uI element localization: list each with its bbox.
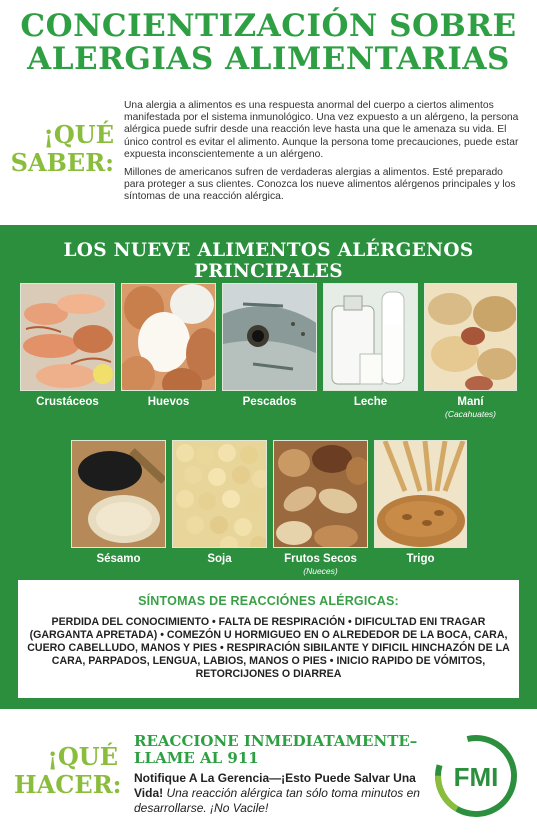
fmi-logo-text: FMI: [453, 762, 499, 792]
react-italic-text: Una reacción alérgica tan sólo toma minutos en desarrollarse. ¡No Vacile!: [134, 786, 420, 815]
allergen-crustaceos: [20, 283, 115, 408]
allergen-label: Sésamo: [96, 553, 141, 565]
que-saber-label: [10, 121, 114, 177]
allergen-frutos-secos: [273, 440, 368, 576]
crustaceans-photo: [20, 283, 115, 391]
allergen-sublabel: (Cacahuates): [444, 409, 497, 419]
allergen-leche: [323, 283, 418, 408]
allergen-label: Leche: [353, 396, 388, 408]
intro-text: [124, 100, 522, 210]
soy-photo: [172, 440, 267, 548]
allergens-heading: LOS NUEVE ALIMENTOS ALÉRGENOS PRINCIPALES: [63, 240, 474, 282]
title-line-2: ALERGIAS ALIMENTARIAS: [27, 41, 510, 77]
que-hacer-label: [14, 742, 122, 799]
que-hacer-line-2: HACER:: [14, 770, 122, 799]
peanuts-photo: [424, 283, 517, 391]
react-bold-text: Notifique A La Gerencia—¡Esto Puede Salvar Una Vida!: [134, 771, 416, 800]
nuts-photo: [273, 440, 368, 548]
allergen-soja: [172, 440, 267, 565]
symptoms-text: PERDIDA DEL CONOCIMIENTO • FALTA DE RESPIRACIÓN • DIFICULTAD ENI TRAGAR (GARGANTA APRETADA) • COMEZÓN U HORMIGUEO EN O ALREDEDOR DE LA BOCA, CARA, CUERO CABELLUDO, MANOS Y PIES • RESPIRACIÓN SIBILANTE Y DIFICIL HINCHAZÓN DE LA CARA, PARPADOS, LENGUA, LABIOS, MANOS O PIES • INICIO RAPIDO DE VÓMITOS, RETORCIJONES O DIARREA: [27, 616, 510, 680]
allergen-label: Maní: [457, 396, 484, 408]
react-body-text: [134, 771, 424, 816]
react-heading-line-1: REACCIONE INMEDIATAMENTE–: [134, 732, 418, 750]
que-saber-line-1: ¡QUÉ: [43, 120, 114, 149]
allergen-label: Soja: [207, 553, 232, 565]
react-heading: [134, 733, 424, 767]
allergen-label: Crustáceos: [36, 396, 99, 408]
allergen-pescados: [222, 283, 317, 408]
intro-paragraph-1: Una alergia a alimentos es una respuesta anormal del cuerpo a ciertos alimentos manifestada por el sistema inmunológico. Una vez expuesto a un alérgeno, la persona alérgica puede sufrir desde una reacción leve hasta una que le amenaza su vida. El único control es evitar el alimento. Aunque la persona tome precauciones, puede estar expuesta inconscientemente a un alérgeno.: [124, 100, 519, 160]
que-hacer-line-1: ¡QUÉ: [47, 742, 118, 771]
title-line-1: CONCIENTIZACIÓN SOBRE: [20, 8, 517, 44]
intro-paragraph-2: Millones de americanos sufren de verdaderas alergias a alimentos. Esté preparado para proteger a sus clientes. Conozca los nueve alimentos alérgenos principales y los síntomas de una reacción alérgica.: [124, 167, 516, 203]
allergen-label: Frutos Secos: [284, 553, 357, 565]
allergen-label: Huevos: [147, 396, 190, 408]
wheat-photo: [374, 440, 467, 548]
allergen-mani: [424, 283, 517, 419]
eggs-photo: [121, 283, 216, 391]
sesame-photo: [71, 440, 166, 548]
allergen-label: Trigo: [406, 553, 435, 565]
fmi-logo: [433, 733, 519, 819]
react-heading-line-2: LLAME AL 911: [134, 749, 259, 767]
que-saber-line-2: SABER:: [10, 148, 114, 177]
allergen-huevos: [121, 283, 216, 408]
milk-photo: [323, 283, 418, 391]
symptoms-heading: SÍNTOMAS DE REACCIÓNES ALÉRGICAS:: [138, 594, 399, 608]
allergen-sublabel: (Nueces): [303, 566, 338, 576]
allergen-trigo: [374, 440, 467, 565]
allergen-label: Pescados: [242, 396, 297, 408]
symptoms-box: [18, 580, 519, 698]
allergen-sesamo: [71, 440, 166, 565]
page-title: [0, 10, 537, 76]
fish-photo: [222, 283, 317, 391]
